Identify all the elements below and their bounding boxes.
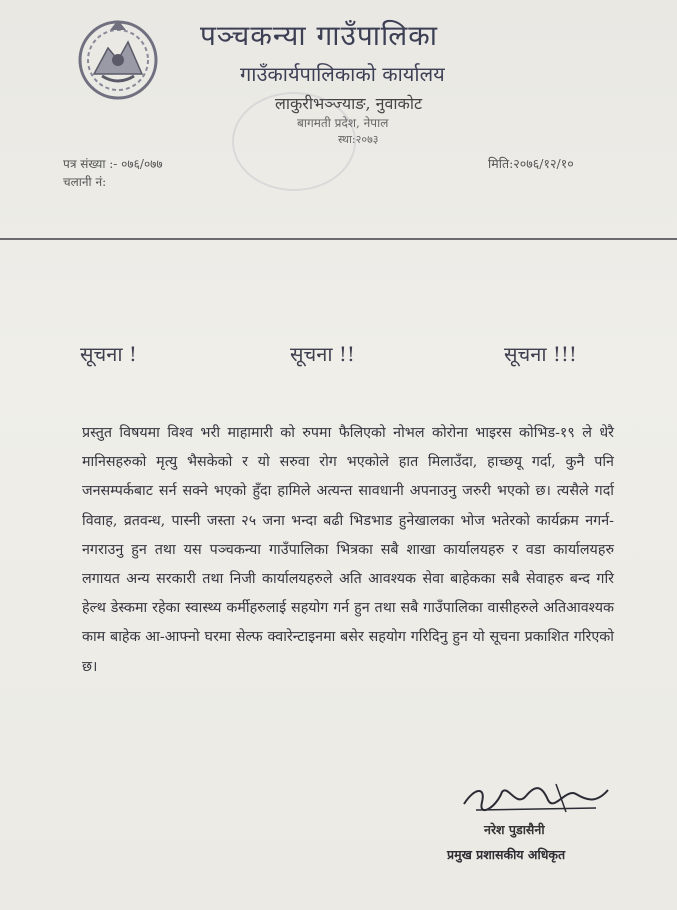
notice-heading-2: सूचना !!: [290, 342, 355, 366]
office-title: गाउँकार्यपालिकाको कार्यालय: [240, 62, 445, 86]
letter-number: पत्र संख्या :- ०७६/०७७: [63, 157, 163, 171]
letter-date: मिति:२०७६/१२/१०: [488, 156, 574, 171]
dispatch-number: चलानी नं:: [63, 175, 107, 189]
faint-stamp: [232, 92, 356, 191]
municipality-title: पञ्चकन्या गाउँपालिका: [200, 19, 438, 52]
established-year: स्था:२०७३: [338, 133, 379, 146]
notice-body: प्रस्तुत विषयमा विश्व भरी माहामारी को रुपमा फैलिएको नोभल कोरोना भाइरस कोभिड-१९ ले धेरै मानिसहरुको मृत्यु भैसकेको र यो सरुवा रोग भएकोले हात मिलाउँदा, हाच्छयू गर्दा, कुनै पनि जनसम्पर्कबाट सर्न सक्ने भएको हुँदा हामिले अत्यन्त सावधानी अपनाउनु जरुरी भएको छ। त्यसैले गर्दा विवाह, व्रतवन्ध, पास्नी जस्ता २५ जना भन्दा बढी भिडभाड हुनेखालका भोज भतेरको कार्यक्रम नगर्न-नगराउनु हुन तथा यस पञ्चकन्या गाउँपालिका भित्रका सबै शाखा कार्यालयहरु र वडा कार्यालयहरु लगायत अन्य सरकारी तथा निजी कार्यालयहरुले अति आवश्यक सेवा बाहेकका सबै सेवाहरु बन्द गरि हेल्थ डेस्कमा रहेका स्वास्थ्य कर्मीहरुलाई सहयोग गर्न हुन तथा सबै गाउँपालिका वासीहरुले अतिआवश्यक काम बाहेक आ-आफ्नो घरमा सेल्फ क्वारेन्टाइनमा बसेर सहयोग गरिदिनु हुन यो सूचना प्रकाशित गरिएको छ।: [82, 425, 614, 675]
header-divider: [0, 238, 677, 240]
reference-block: [63, 155, 163, 191]
signer-name: नरेश पुडासैनी: [484, 822, 545, 837]
nepal-emblem-icon: [74, 14, 162, 102]
office-address: लाकुरीभञ्ज्याङ, नुवाकोट: [275, 94, 423, 113]
handwritten-signature: [456, 778, 616, 818]
signer-designation: प्रमुख प्रशासकीय अधिकृत: [447, 847, 566, 862]
notice-heading-3: सूचना !!!: [504, 342, 577, 366]
office-province: बागमती प्रदेश, नेपाल: [297, 116, 389, 130]
notice-heading-1: सूचना !: [80, 342, 137, 366]
